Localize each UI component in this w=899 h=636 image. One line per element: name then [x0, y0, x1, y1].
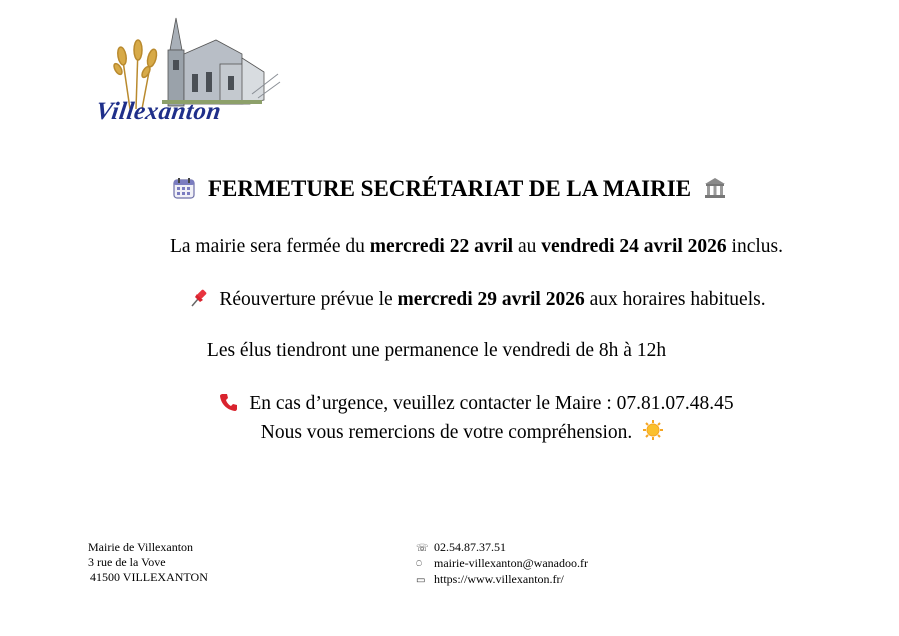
phone-receiver-icon: [219, 392, 239, 418]
calendar-icon: [172, 176, 196, 206]
reopening-line: [28, 288, 899, 314]
closure-middle: au: [513, 236, 542, 257]
logo-text: Villexanton: [94, 98, 223, 125]
emergency-line: [27, 392, 899, 418]
closure-dates-line: [27, 236, 899, 258]
address-line-2: 3 rue de la Vove: [88, 555, 166, 569]
thanks-text: Nous vous remercions de votre compréhension.: [260, 422, 633, 443]
bank-icon: [703, 176, 727, 206]
permanence-line: Les élus tiendront une permanence le vendredi de 8h à 12h: [206, 340, 667, 361]
footer-website[interactable]: https://www.villexanton.fr/: [434, 572, 564, 586]
pushpin-icon: [189, 288, 209, 314]
telephone-icon: ☏: [416, 543, 429, 554]
footer-email[interactable]: mairie-villexanton@wanadoo.fr: [434, 556, 588, 570]
closure-start-date: mercredi 22 avril: [369, 236, 514, 257]
reopening-date: mercredi 29 avril 2026: [397, 289, 585, 310]
computer-icon: ▭: [416, 575, 426, 586]
page-title: [0, 176, 899, 206]
closure-end-date: vendredi 24 avril 2026: [541, 236, 727, 257]
closure-suffix: inclus.: [726, 236, 784, 257]
reopening-suffix: aux horaires habituels.: [584, 289, 766, 310]
footer-phone: 02.54.87.37.51: [434, 540, 506, 554]
title-text: FERMETURE SECRÉTARIAT DE LA MAIRIE: [207, 176, 692, 201]
emergency-text: En cas d’urgence, veuillez contacter le Maire : 07.81.07.48.45: [249, 393, 734, 414]
thanks-line: [13, 419, 899, 447]
mouse-icon: ⍥: [416, 559, 422, 570]
address-line-3: 41500 VILLEXANTON: [90, 570, 208, 584]
footer-contacts: [416, 540, 588, 588]
reopening-prefix: Réouverture prévue le: [219, 289, 398, 310]
sun-icon: [642, 419, 664, 447]
closure-prefix: La mairie sera fermée du: [169, 236, 370, 257]
address-line-1: Mairie de Villexanton: [88, 540, 194, 554]
footer-address: [88, 540, 208, 585]
